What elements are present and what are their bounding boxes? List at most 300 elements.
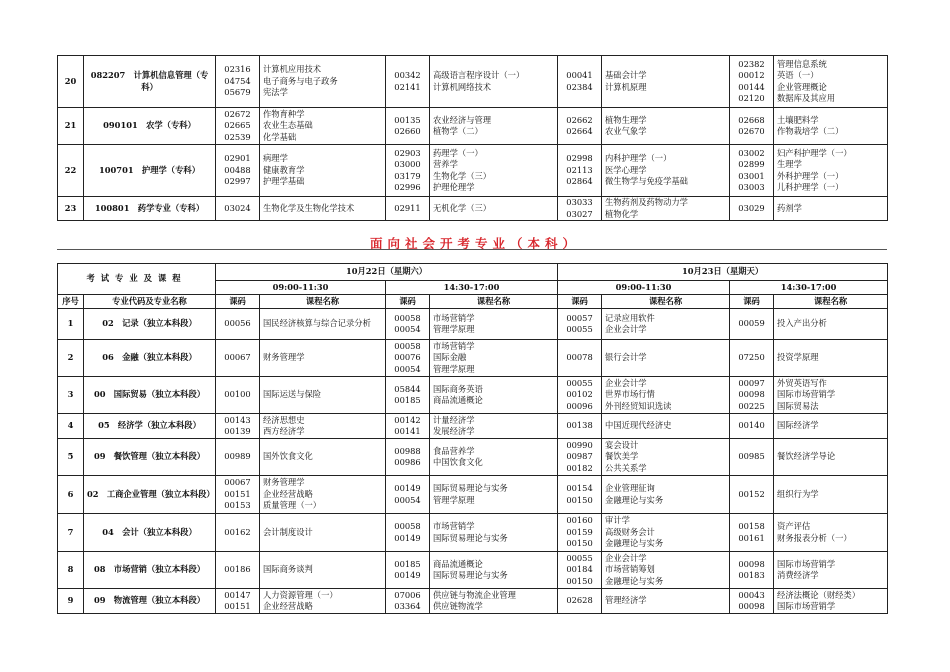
- row-number: 7: [58, 514, 84, 552]
- course-code: 00149: [394, 570, 421, 580]
- course-name: 妇产科护理学（一）: [777, 147, 852, 158]
- course-codes: [216, 309, 260, 340]
- course-code: 07250: [738, 352, 765, 363]
- course-code: 00160: [566, 515, 593, 526]
- course-names: [774, 309, 888, 340]
- course-code: 00162: [224, 526, 251, 537]
- course-code: 02672: [224, 108, 251, 119]
- course-codes: [386, 108, 430, 145]
- major-name: 05 经济学（独立本科段）: [84, 414, 216, 439]
- course-names: [260, 552, 386, 589]
- course-name: 经济思想史: [263, 414, 305, 425]
- course-code: 00152: [738, 488, 765, 499]
- course-code: 02120: [738, 92, 765, 103]
- course-name: 农业气象学: [605, 126, 647, 136]
- course-codes: [386, 377, 430, 414]
- row-number: 21: [58, 108, 84, 145]
- major-name: 100701 护理学（专科）: [84, 145, 216, 197]
- course-name: 国际贸易理论与实务: [433, 570, 508, 580]
- course-code: 00098: [738, 601, 765, 611]
- course-name: 发展经济学: [433, 426, 475, 436]
- course-name: 植物化学: [605, 208, 639, 219]
- course-name: 计算机网络技术: [433, 81, 492, 92]
- course-code: 02141: [394, 81, 421, 92]
- course-names: [430, 514, 558, 552]
- bottom-table-body: [58, 309, 888, 614]
- course-names: [602, 514, 730, 552]
- course-names: [774, 197, 888, 221]
- course-code: 03027: [566, 208, 593, 219]
- course-code: 00057: [566, 312, 593, 323]
- course-name: 企业管理概论: [777, 81, 827, 92]
- section-title: 面向社会开考专业（本科）: [369, 236, 580, 251]
- day2-header: 10月23日（星期天）: [558, 264, 888, 281]
- col-code-header: 课码: [558, 295, 602, 309]
- course-names: [260, 476, 386, 514]
- course-code: 00161: [738, 532, 765, 543]
- course-name: 生物药剂及药物动力学: [605, 197, 688, 208]
- major-name: 100801 药学专业（专科）: [84, 197, 216, 221]
- course-code: 00150: [566, 538, 593, 549]
- course-name: 供应链物流学: [433, 601, 483, 611]
- course-name: 金融理论与实务: [605, 538, 664, 549]
- course-code: 00067: [224, 352, 251, 363]
- table-row: [58, 309, 888, 340]
- course-code: 00058: [394, 521, 421, 532]
- course-name: 投入产出分析: [777, 318, 827, 329]
- course-code: 00058: [394, 312, 421, 323]
- course-name: 国际市场营销学: [777, 601, 836, 611]
- course-code: 00147: [224, 589, 251, 600]
- day1-pm-header: 14:30-17:00: [386, 281, 558, 295]
- course-name: 审计学: [605, 515, 630, 526]
- major-name: 02 工商企业管理（独立本科段）: [84, 476, 216, 514]
- course-codes: [216, 377, 260, 414]
- course-code: 00151: [224, 601, 251, 611]
- col-course-header: 课程名称: [774, 295, 888, 309]
- course-codes: [216, 589, 260, 614]
- course-codes: [386, 514, 430, 552]
- course-name: 餐饮经济学导论: [777, 451, 836, 462]
- exam-courses-header: 考试专业及课程: [58, 264, 216, 295]
- course-codes: [730, 145, 774, 197]
- course-code: 02998: [566, 153, 593, 164]
- course-code: 00153: [224, 500, 251, 511]
- course-name: 英语（一）: [777, 70, 819, 81]
- course-code: 00096: [566, 400, 593, 411]
- section-divider: [57, 249, 887, 250]
- course-code: 00154: [566, 483, 593, 494]
- course-name: 国际金融: [433, 352, 467, 363]
- course-codes: [558, 552, 602, 589]
- course-name: 无机化学（三）: [433, 202, 492, 213]
- course-name: 人力资源管理（一）: [263, 589, 338, 600]
- course-code: 03000: [394, 159, 421, 170]
- day1-header: 10月22日（星期六）: [216, 264, 558, 281]
- course-name: 资产评估: [777, 521, 811, 532]
- course-name: 国际贸易理论与实务: [433, 532, 508, 543]
- course-codes: [216, 514, 260, 552]
- course-codes: [386, 145, 430, 197]
- course-names: [774, 56, 888, 108]
- course-name: 国际商务谈判: [263, 564, 313, 575]
- course-name: 市场营销学: [433, 312, 475, 323]
- course-code: 00989: [224, 451, 251, 462]
- course-names: [430, 197, 558, 221]
- row-number: 23: [58, 197, 84, 221]
- course-codes: [558, 414, 602, 439]
- course-name: 高级语言程序设计（一）: [433, 70, 525, 81]
- course-name: 药剂学: [777, 202, 802, 213]
- course-code: 02628: [566, 595, 593, 606]
- course-names: [602, 589, 730, 614]
- course-name: 市场营销学: [433, 521, 475, 532]
- course-codes: [216, 108, 260, 145]
- course-codes: [558, 108, 602, 145]
- course-names: [774, 589, 888, 614]
- course-name: 企业会计学: [605, 377, 647, 388]
- course-name: 企业会计学: [605, 324, 647, 334]
- course-names: [602, 414, 730, 439]
- course-code: 02113: [566, 164, 593, 175]
- major-name: 090101 农学（专科）: [84, 108, 216, 145]
- course-code: 02539: [224, 131, 251, 142]
- course-name: 金融理论与实务: [605, 494, 664, 505]
- course-name: 病理学: [263, 153, 288, 164]
- course-name: 健康教育学: [263, 164, 305, 175]
- course-code: 00054: [394, 494, 421, 505]
- course-code: 00185: [394, 395, 421, 405]
- course-code: 02899: [738, 159, 765, 170]
- course-code: 00097: [738, 377, 765, 388]
- course-name: 营养学: [433, 159, 458, 170]
- course-code: 00041: [566, 70, 593, 81]
- course-code: 00987: [566, 451, 593, 462]
- course-names: [430, 476, 558, 514]
- course-name: 供应链与物流企业管理: [433, 589, 516, 600]
- course-codes: [386, 56, 430, 108]
- course-name: 生物化学及生物化学技术: [263, 202, 355, 213]
- top-table-body: [58, 56, 888, 221]
- table-row: [58, 589, 888, 614]
- course-code: 00159: [566, 526, 593, 537]
- table-row: [58, 377, 888, 414]
- course-codes: [216, 552, 260, 589]
- course-code: 00055: [566, 324, 593, 334]
- course-code: 00988: [394, 445, 421, 456]
- course-code: 00098: [738, 558, 765, 569]
- course-name: 市场营销筹划: [605, 564, 655, 575]
- course-name: 财务管理学: [263, 477, 305, 488]
- course-names: [430, 552, 558, 589]
- course-code: 00143: [224, 414, 251, 425]
- course-name: 农业经济与管理: [433, 114, 492, 125]
- course-code: 00078: [566, 352, 593, 363]
- col-course-header: 课程名称: [430, 295, 558, 309]
- course-code: 02665: [224, 120, 251, 131]
- row-number: 5: [58, 439, 84, 476]
- course-name: 作物育种学: [263, 108, 305, 119]
- course-name: 企业经营战略: [263, 601, 313, 611]
- course-names: [260, 589, 386, 614]
- course-code: 00158: [738, 521, 765, 532]
- course-codes: [558, 56, 602, 108]
- major-name: 09 餐饮管理（独立本科段）: [84, 439, 216, 476]
- course-name: 医学心理学: [605, 164, 647, 175]
- course-name: 管理学原理: [433, 494, 475, 505]
- course-name: 质量管理（一）: [263, 500, 322, 511]
- course-code: 00076: [394, 352, 421, 363]
- course-name: 植物生理学: [605, 114, 647, 125]
- course-codes: [730, 552, 774, 589]
- course-code: 03033: [566, 197, 593, 208]
- course-code: 03179: [394, 170, 421, 181]
- course-names: [430, 145, 558, 197]
- col-code-header: 课码: [216, 295, 260, 309]
- major-name: 00 国际贸易（独立本科段）: [84, 377, 216, 414]
- course-names: [602, 439, 730, 476]
- course-name: 外贸英语写作: [777, 377, 827, 388]
- course-code: 03024: [224, 202, 251, 213]
- table-row: [58, 340, 888, 377]
- course-name: 化学基础: [263, 131, 297, 142]
- course-name: 国际商务英语: [433, 383, 483, 394]
- course-code: 00185: [394, 558, 421, 569]
- course-code: 02664: [566, 126, 593, 136]
- course-name: 金融理论与实务: [605, 575, 664, 586]
- major-name: 08 市场营销（独立本科段）: [84, 552, 216, 589]
- course-names: [774, 476, 888, 514]
- course-codes: [730, 439, 774, 476]
- course-name: 世界市场行情: [605, 389, 655, 400]
- course-codes: [558, 377, 602, 414]
- course-code: 00135: [394, 114, 421, 125]
- course-name: 财务报表分析（一）: [777, 532, 852, 543]
- course-name: 外刊经贸知识选读: [605, 400, 672, 411]
- course-codes: [730, 377, 774, 414]
- table-row: [58, 439, 888, 476]
- course-code: 02901: [224, 153, 251, 164]
- course-codes: [558, 145, 602, 197]
- row-number: 8: [58, 552, 84, 589]
- course-codes: [558, 340, 602, 377]
- course-name: 组织行为学: [777, 488, 819, 499]
- course-codes: [386, 340, 430, 377]
- course-name: 护理学基础: [263, 176, 305, 187]
- course-codes: [558, 309, 602, 340]
- course-names: [430, 309, 558, 340]
- major-name: 04 会计（独立本科段）: [84, 514, 216, 552]
- course-codes: [730, 309, 774, 340]
- course-codes: [730, 414, 774, 439]
- course-code: 00054: [394, 324, 421, 334]
- major-name: 09 物流管理（独立本科段）: [84, 589, 216, 614]
- course-name: 宴会设计: [605, 439, 639, 450]
- course-name: 管理学原理: [433, 363, 475, 374]
- course-names: [260, 439, 386, 476]
- course-codes: [558, 514, 602, 552]
- course-codes: [216, 197, 260, 221]
- course-name: 国外饮食文化: [263, 451, 313, 462]
- course-name: 生理学: [777, 159, 802, 170]
- course-codes: [386, 552, 430, 589]
- course-codes: [558, 476, 602, 514]
- row-number: 4: [58, 414, 84, 439]
- course-code: 00056: [224, 318, 251, 329]
- course-name: 财务管理学: [263, 352, 305, 363]
- course-code: 07006: [394, 589, 421, 600]
- course-code: 00150: [566, 494, 593, 505]
- course-codes: [730, 197, 774, 221]
- course-code: 00140: [738, 420, 765, 431]
- course-code: 00182: [566, 462, 593, 473]
- course-code: 00054: [394, 363, 421, 374]
- course-code: 02670: [738, 126, 765, 136]
- course-code: 02660: [394, 126, 421, 136]
- table-row: [58, 108, 888, 145]
- table-row: [58, 414, 888, 439]
- course-names: [774, 377, 888, 414]
- course-codes: [216, 340, 260, 377]
- course-name: 国际市场营销学: [777, 558, 836, 569]
- course-name: 土壤肥料学: [777, 114, 819, 125]
- table-row: [58, 514, 888, 552]
- course-name: 记录应用软件: [605, 312, 655, 323]
- course-names: [260, 309, 386, 340]
- course-name: 微生物学与免疫学基础: [605, 176, 688, 187]
- course-code: 00149: [394, 483, 421, 494]
- course-name: 数据库及其应用: [777, 92, 836, 103]
- row-number: 3: [58, 377, 84, 414]
- course-name: 西方经济学: [263, 426, 305, 436]
- course-codes: [386, 309, 430, 340]
- course-codes: [216, 439, 260, 476]
- course-code: 02903: [394, 147, 421, 158]
- course-names: [602, 145, 730, 197]
- course-code: 02384: [566, 81, 593, 92]
- course-code: 00142: [394, 414, 421, 425]
- course-code: 00488: [224, 164, 251, 175]
- course-names: [602, 340, 730, 377]
- col-code-header: 课码: [730, 295, 774, 309]
- col-code-header: 课码: [386, 295, 430, 309]
- course-code: 00990: [566, 439, 593, 450]
- course-code: 05844: [394, 383, 421, 394]
- course-name: 商品流通概论: [433, 395, 483, 405]
- course-name: 国际贸易理论与实务: [433, 483, 508, 494]
- course-name: 会计制度设计: [263, 526, 313, 537]
- course-name: 护理伦理学: [433, 181, 475, 192]
- course-code: 00151: [224, 488, 251, 499]
- course-name: 市场营销学: [433, 340, 475, 351]
- course-name: 国际运送与保险: [263, 389, 322, 400]
- course-name: 计算机原理: [605, 81, 647, 92]
- course-name: 经济法概论（财经类）: [777, 589, 861, 600]
- course-name: 农业生态基础: [263, 120, 313, 131]
- course-name: 餐饮美学: [605, 451, 639, 462]
- course-code: 02911: [394, 202, 421, 213]
- course-names: [260, 414, 386, 439]
- day1-am-header: 09:00-11:30: [216, 281, 386, 295]
- course-names: [260, 145, 386, 197]
- course-code: 00150: [566, 575, 593, 586]
- course-code: 00138: [566, 420, 593, 431]
- course-name: 植物学（二）: [433, 126, 483, 136]
- row-number: 22: [58, 145, 84, 197]
- course-names: [774, 145, 888, 197]
- course-names: [260, 108, 386, 145]
- course-names: [430, 56, 558, 108]
- course-names: [260, 514, 386, 552]
- course-name: 内科护理学（一）: [605, 153, 672, 164]
- course-names: [430, 439, 558, 476]
- col-major-header: 专业代码及专业名称: [84, 295, 216, 309]
- course-name: 投资学原理: [777, 352, 819, 363]
- course-code: 03364: [394, 601, 421, 611]
- course-names: [430, 414, 558, 439]
- course-name: 国民经济核算与综合记录分析: [263, 318, 371, 329]
- course-codes: [558, 197, 602, 221]
- course-code: 00139: [224, 426, 251, 436]
- course-name: 儿科护理学（一）: [777, 181, 844, 192]
- course-codes: [558, 439, 602, 476]
- course-name: 公共关系学: [605, 462, 647, 473]
- course-code: 00059: [738, 318, 765, 329]
- course-code: 00986: [394, 457, 421, 467]
- header-row-dates: [58, 264, 888, 281]
- course-code: 03003: [738, 181, 765, 192]
- course-name: 高级财务会计: [605, 526, 655, 537]
- course-code: 00098: [738, 389, 765, 400]
- course-codes: [386, 476, 430, 514]
- course-code: 03001: [738, 170, 765, 181]
- course-code: 00186: [224, 564, 251, 575]
- course-codes: [730, 56, 774, 108]
- course-code: 00985: [738, 451, 765, 462]
- course-code: 00184: [566, 564, 593, 575]
- course-name: 商品流通概论: [433, 558, 483, 569]
- row-number: 6: [58, 476, 84, 514]
- col-no-header: 序号: [58, 295, 84, 309]
- course-name: 消费经济学: [777, 570, 819, 580]
- day2-am-header: 09:00-11:30: [558, 281, 730, 295]
- course-name: 中国饮食文化: [433, 457, 483, 467]
- course-code: 02996: [394, 181, 421, 192]
- course-codes: [730, 514, 774, 552]
- bottom-schedule-table: [57, 263, 888, 614]
- row-number: 20: [58, 56, 84, 108]
- course-name: 管理信息系统: [777, 58, 827, 69]
- course-names: [602, 476, 730, 514]
- course-names: [602, 309, 730, 340]
- course-code: 00043: [738, 589, 765, 600]
- course-names: [774, 552, 888, 589]
- course-names: [774, 340, 888, 377]
- course-codes: [386, 439, 430, 476]
- course-names: [774, 514, 888, 552]
- course-codes: [730, 589, 774, 614]
- course-name: 中国近现代经济史: [605, 420, 672, 431]
- course-code: 00144: [738, 81, 765, 92]
- course-code: 00342: [394, 70, 421, 81]
- course-code: 02316: [224, 64, 251, 75]
- course-names: [774, 108, 888, 145]
- course-code: 03029: [738, 202, 765, 213]
- top-schedule-table: [57, 55, 888, 221]
- major-name: 06 金融（独立本科段）: [84, 340, 216, 377]
- table-row: [58, 552, 888, 589]
- course-code: 00012: [738, 70, 765, 81]
